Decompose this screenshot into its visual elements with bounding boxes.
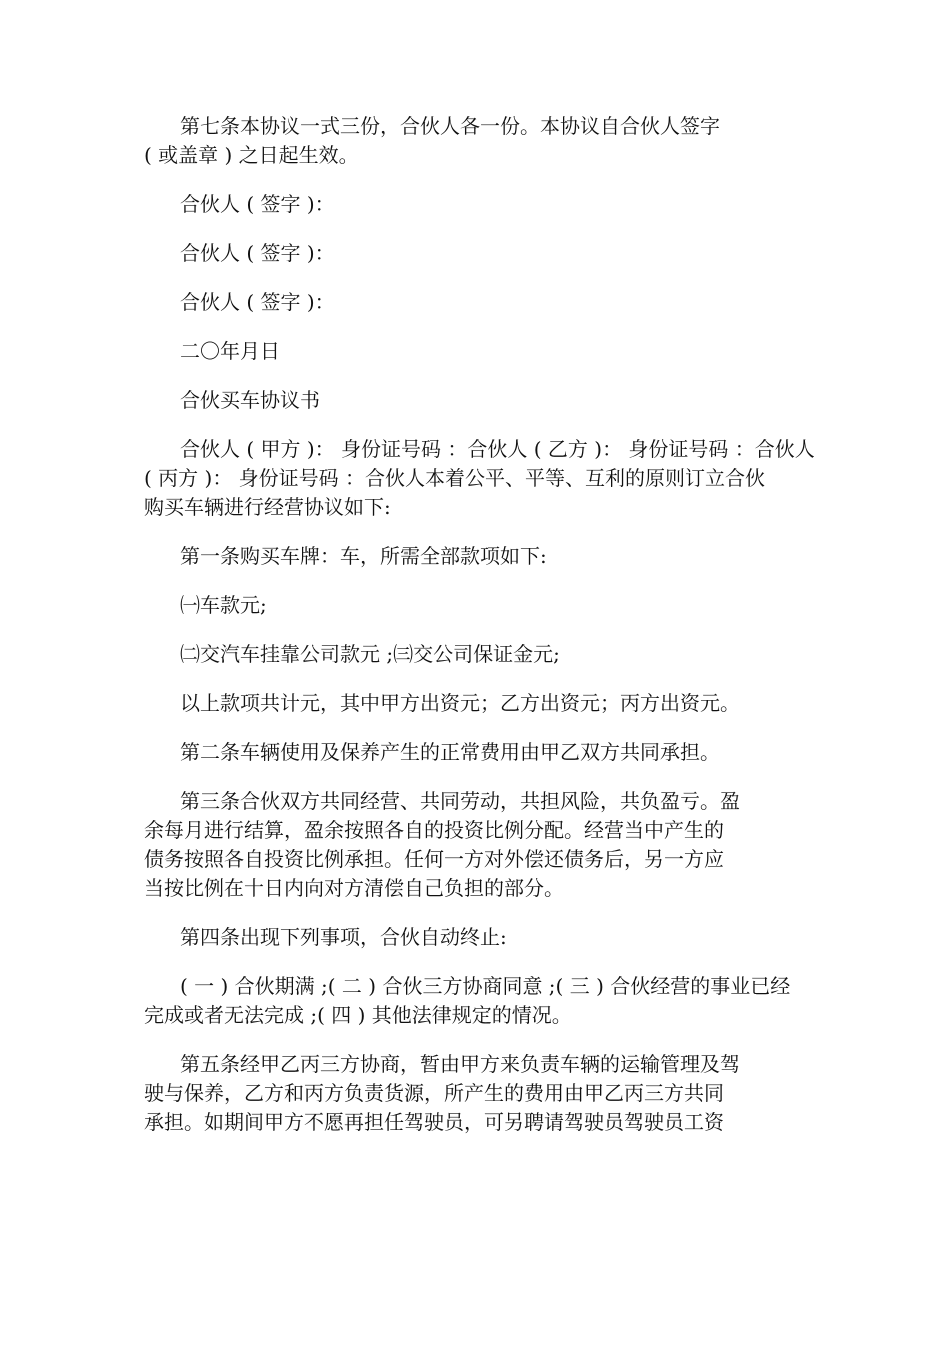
- total-paragraph: 以上款项共计元，其中甲方出资元；乙方出资元；丙方出资元。: [180, 691, 740, 715]
- item-2-3-paragraph: ㈡交汽车挂靠公司款元 ;㈢交公司保证金元;: [180, 642, 560, 666]
- article-7-paragraph: [144, 112, 784, 170]
- signature-line: 合伙人 ( 签字 )：: [180, 192, 335, 216]
- article-3-line: 债务按照各自投资比例承担。任何一方对外偿还债务后，另一方应: [144, 847, 724, 871]
- article-4-items-line: ( 一 ) 合伙期满 ;( 二 ) 合伙三方协商同意 ;( 三 ) 合伙经营的事业已经: [180, 974, 791, 998]
- date-line: 二〇年月日: [180, 339, 280, 363]
- article-2-paragraph: 第二条车辆使用及保养产生的正常费用由甲乙双方共同承担。: [180, 740, 720, 764]
- article-5-line: 承担。如期间甲方不愿再担任驾驶员，可另聘请驾驶员驾驶员工资: [144, 1110, 724, 1134]
- article-7-line: 第七条本协议一式三份，合伙人各一份。本协议自合伙人签字: [180, 114, 720, 138]
- parties-line: ( 丙方 )： 身份证号码 ：合伙人本着公平、平等、互利的原则订立合伙: [144, 466, 766, 490]
- document-body: [144, 112, 815, 1137]
- parties-line: 合伙人 ( 甲方 )： 身份证号码 ：合伙人 ( 乙方 )： 身份证号码 ：合伙人: [180, 437, 815, 461]
- article-3-line: 余每月进行结算，盈余按照各自的投资比例分配。经营当中产生的: [144, 818, 724, 842]
- article-4-paragraph: 第四条出现下列事项，合伙自动终止:: [180, 925, 507, 949]
- article-3-paragraph: [144, 787, 784, 903]
- article-3-line: 第三条合伙双方共同经营、共同劳动，共担风险，共负盈亏。盈: [180, 789, 740, 813]
- article-5-line: 驶与保养，乙方和丙方负责货源，所产生的费用由甲乙丙三方共同: [144, 1081, 724, 1105]
- parties-line: 购买车辆进行经营协议如下:: [144, 495, 391, 519]
- article-4-items-paragraph: [144, 972, 791, 1030]
- item-1-paragraph: ㈠车款元;: [180, 593, 267, 617]
- agreement-title: 合伙买车协议书: [180, 388, 320, 412]
- article-7-line: ( 或盖章 ) 之日起生效。: [144, 143, 359, 167]
- article-3-line: 当按比例在十日内向对方清偿自己负担的部分。: [144, 876, 564, 900]
- article-5-paragraph: [144, 1050, 784, 1137]
- article-4-items-line: 完成或者无法完成 ;( 四 ) 其他法律规定的情况。: [144, 1003, 572, 1027]
- signature-line: 合伙人 ( 签字 )：: [180, 241, 335, 265]
- parties-paragraph: [144, 435, 815, 522]
- article-5-line: 第五条经甲乙丙三方协商，暂由甲方来负责车辆的运输管理及驾: [180, 1052, 740, 1076]
- article-1-paragraph: 第一条购买车牌：车，所需全部款项如下:: [180, 544, 547, 568]
- signature-line: 合伙人 ( 签字 )：: [180, 290, 335, 314]
